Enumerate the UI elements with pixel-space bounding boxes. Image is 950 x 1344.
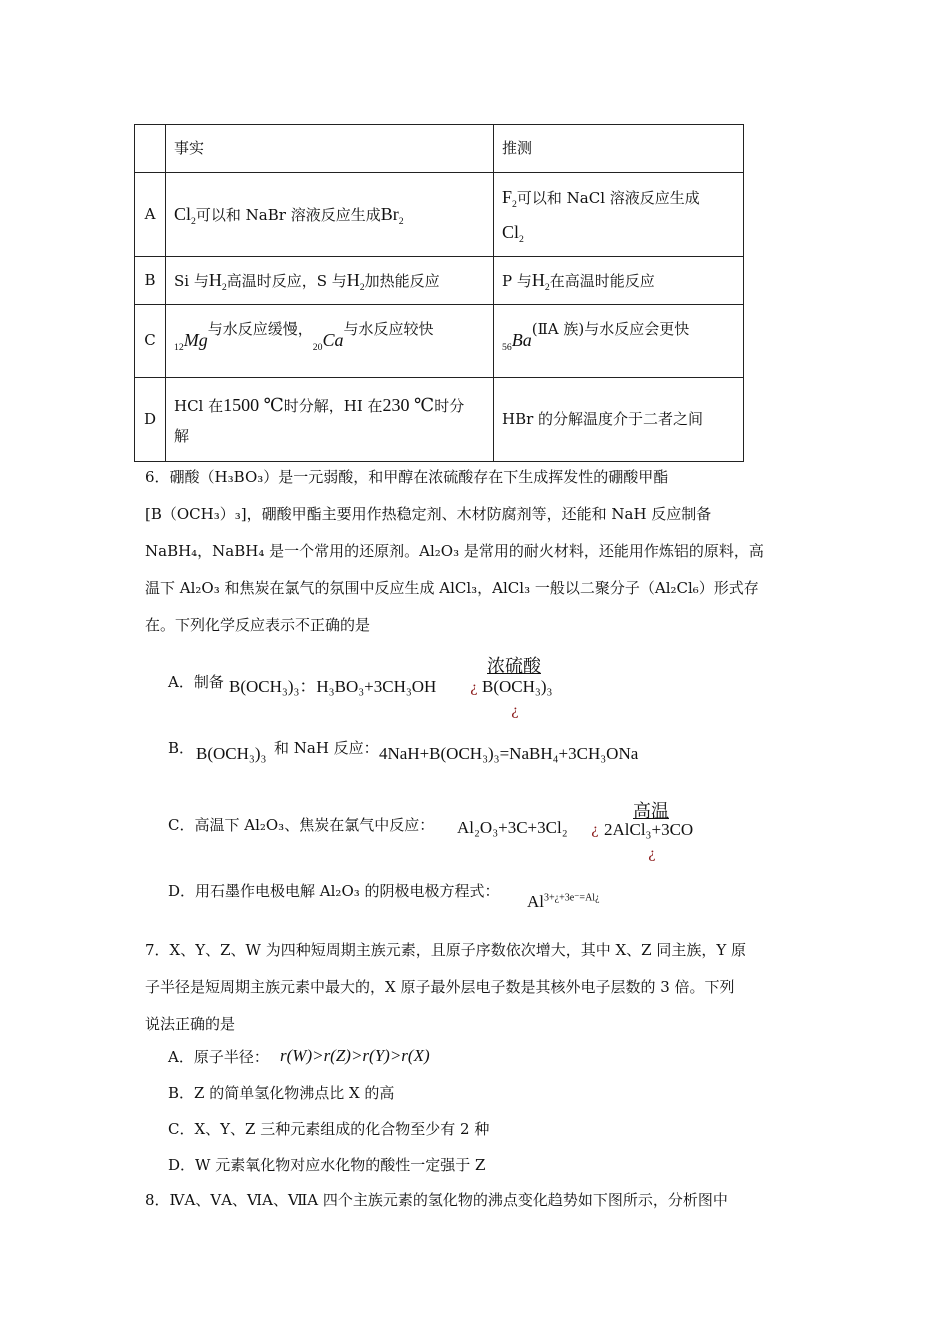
q6-option-d-label: D．用石墨作电极电解 Al₂O₃ 的阴极电极方程式： [168,882,500,900]
table-row [135,377,744,461]
guess-text: (ⅡA 族)与水反应会更快 [531,319,690,338]
q6-option-a-product: B(OCH₃)₃ [482,677,553,696]
q7-line: 子半径是短周期主族元素中最大的，X 原子最外层电子数是其核外电子层数的 3 倍。下列 [145,978,735,996]
row-c-guess [494,304,744,377]
q7-option-a-label: A．原子半径： [168,1048,269,1066]
q6-line: 6．硼酸（H₃BO₃）是一元弱酸，和甲醇在浓硫酸存在下生成挥发性的硼酸甲酯 [145,468,669,486]
glitch-mark: ¿ [511,703,519,719]
header-empty-cell [135,125,166,173]
table-row [135,304,744,377]
fact-text: HCl 在 [174,396,224,415]
atomic-number: 12 [174,341,184,353]
row-d-fact [166,377,494,461]
atomic-number: 56 [502,341,512,353]
subscript: 2 [191,216,196,228]
subscript: 2 [359,282,365,293]
fact-text: 高温时反应，S 与 [226,272,347,290]
q6-line: 温下 Al₂O₃ 和焦炭在氯气的氛围中反应生成 AlCl₃，AlCl₃ 一般以二聚分子（Al₂Cl₆）形式存 [145,579,759,597]
row-letter: A [135,173,166,257]
q6-line: NaBH₄，NaBH₄ 是一个常用的还原剂。Al₂O₃ 是常用的耐火材料，还能用作炼铝的原料，高 [145,542,764,560]
fact-text: 时分 [434,396,465,415]
equation-superscript: 3+¿+3e⁻=Al¿ [544,892,600,904]
row-b-fact [166,257,494,305]
question-7 [145,932,805,1043]
row-a-guess [494,173,744,257]
f-symbol: F [502,186,513,207]
cl-symbol: Cl [502,221,520,242]
fact-text: 解 [174,426,190,445]
facts-table [134,124,744,462]
q6-option-d-equation [527,892,600,912]
atomic-number: 20 [312,341,323,353]
row-a-fact [166,173,494,257]
row-c-fact [166,304,494,377]
row-letter: B [135,257,166,305]
glitch-mark: ¿ [591,822,599,838]
fact-text: 与水反应较快 [343,319,434,338]
row-letter: D [135,377,166,461]
subscript: 2 [398,216,404,228]
q7-line: 说法正确的是 [145,1015,236,1033]
subscript: 2 [519,233,524,245]
q6-line: 在。下列化学反应表示不正确的是 [145,616,371,634]
q6-option-a-formula: B(OCH₃)₃：H₃BO₃+3CH₃OH [229,677,437,696]
subscript: 2 [544,282,550,293]
ca-symbol: Ca [322,329,344,350]
glitch-mark: ¿ [648,846,656,862]
q6-option-c-label: C．高温下 Al₂O₃、焦炭在氯气中反应： [168,816,435,834]
mg-symbol: Mg [183,329,208,350]
q6-line: [B（OCH₃）₃]，硼酸甲酯主要用作热稳定剂、木材防腐剂等，还能和 NaH 反应制备 [145,505,712,523]
q6-option-b-text: 和 NaH 反应： [274,739,379,757]
temperature: 230 ℃ [382,394,435,415]
h-symbol: H [208,270,222,290]
table-row [135,173,744,257]
fact-text: 时分解，HI 在 [283,396,383,415]
q7-line: 7．X、Y、Z、W 为四种短周期主族元素，且原子序数依次增大，其中 X、Z 同主族，Y 原 [145,941,747,959]
q6-option-b-label: B． [168,739,195,757]
q6-option-c-condition: 高温 [633,801,669,822]
temperature: 1500 ℃ [223,394,284,415]
q6-option-b-formula: B(OCH₃)₃ [196,744,267,763]
fact-text: 可以和 NaBr 溶液反应生成 [195,206,381,225]
q7-option-c: C．X、Y、Z 三种元素组成的化合物至少有 2 种 [168,1120,490,1138]
header-fact: 事实 [166,125,494,173]
guess-text: 在高温时能反应 [549,272,655,290]
question-8: 8．ⅣA、ⅤA、ⅥA、ⅦA 四个主族元素的氢化物的沸点变化趋势如下图所示，分析图中 [145,1191,728,1209]
glitch-mark: ¿ [470,680,478,696]
h-symbol: H [346,270,360,290]
subscript: 2 [512,198,517,210]
q6-option-c-left: Al₂O₃+3C+3Cl₂ [457,818,568,837]
table-header-row [135,125,744,173]
row-letter: C [135,304,166,377]
fact-text: 与水反应缓慢， [207,319,313,338]
q6-option-a-condition: 浓硫酸 [487,656,541,677]
guess-text: P 与 [502,272,532,290]
q6-option-b-equation: 4NaH+B(OCH₃)₃=NaBH₄+3CH₃ONa [379,744,639,763]
subscript: 2 [221,282,227,293]
q7-option-d: D．W 元素氧化物对应水化物的酸性一定强于 Z [168,1156,486,1174]
h-symbol: H [531,270,545,290]
ba-symbol: Ba [511,329,532,350]
fact-text: 加热能反应 [364,272,440,290]
br-symbol: Br [380,204,399,225]
q6-option-c-right: 2AlCl₃+3CO [604,820,694,839]
fact-text: Si 与 [174,272,209,290]
row-d-guess: HBr 的分解温度介于二者之间 [494,377,744,461]
row-b-guess [494,257,744,305]
question-6 [145,459,805,644]
guess-text: 可以和 NaCl 溶液反应生成 [516,188,700,207]
header-guess: 推测 [494,125,744,173]
q7-option-a-formula: r(W)>r(Z)>r(Y)>r(X) [280,1046,430,1065]
q6-option-a-label: A．制备 [168,673,224,691]
al-symbol: Al [527,892,544,911]
table-row [135,257,744,305]
q7-option-b: B．Z 的简单氢化物沸点比 X 的高 [168,1084,395,1102]
cl-symbol: Cl [174,204,192,225]
